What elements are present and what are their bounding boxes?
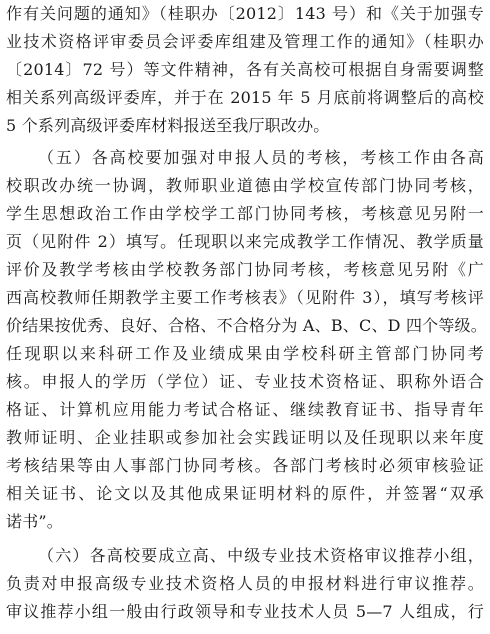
text-line-21: 负责对申报高级专业技术资格人员的申报材料进行审议推荐。 <box>6 574 484 593</box>
text-line-18: 相关证书、论文以及其他成果证明材料的原件，并签署“双承 <box>6 484 484 503</box>
text-line-15: 格证、计算机应用能力考试合格证、继续教育证书、指导青年 <box>6 400 484 419</box>
text-line-14: 核。申报人的学历（学位）证、专业技术资格证、职称外语合 <box>6 372 484 391</box>
text-line-12: 价结果按优秀、良好、合格、不合格分为 A、B、C、D 四个等级。 <box>6 316 487 335</box>
text-line-1: 作有关问题的通知》（桂职办〔2012〕143 号）和《关于加强专 <box>6 4 484 23</box>
text-line-10: 评价及教学考核由学校教务部门协同考核，考核意见另附《广 <box>6 260 484 279</box>
text-line-9: 页（见附件 2）填写。任现职以来完成教学工作情况、教学质量 <box>6 232 484 251</box>
text-line-2: 业技术资格评审委员会评委库组建及管理工作的通知》（桂职办 <box>6 32 484 51</box>
text-line-13: 任现职以来科研工作及业绩成果由学校科研主管部门协同考 <box>6 344 484 363</box>
text-line-17: 考核结果等由人事部门协同考核。各部门考核时必须审核验证 <box>6 456 484 475</box>
text-line-3: 〔2014〕72 号）等文件精神，各有关高校可根据自身需要调整 <box>6 60 484 79</box>
text-line-4: 相关系列高级评委库，并于在 2015 年 5 月底前将调整后的高校 <box>6 88 484 107</box>
paragraph-six-heading-line: （六）各高校要成立高、中级专业技术资格审议推荐小组， <box>38 546 484 565</box>
text-line-8: 学生思想政治工作由学校学工部门协同考核，考核意见另附一 <box>6 204 484 223</box>
text-line-11: 西高校教师任期教学主要工作考核表》（见附件 3），填写考核评 <box>6 288 484 307</box>
text-line-5: 5 个系列高级评委库材料报送至我厅职改办。 <box>6 116 330 135</box>
text-line-22: 审议推荐小组一般由行政领导和专业技术人员 5—7 人组成，行 <box>6 602 484 621</box>
text-line-7: 校职改办统一协调，教师职业道德由学校宣传部门协同考核， <box>6 176 484 195</box>
paragraph-five-heading-line: （五）各高校要加强对申报人员的考核，考核工作由各高 <box>38 148 484 167</box>
text-line-16: 教师证明、企业挂职或参加社会实践证明以及任现职以来年度 <box>6 428 484 447</box>
text-line-19: 诺书”。 <box>6 512 63 531</box>
